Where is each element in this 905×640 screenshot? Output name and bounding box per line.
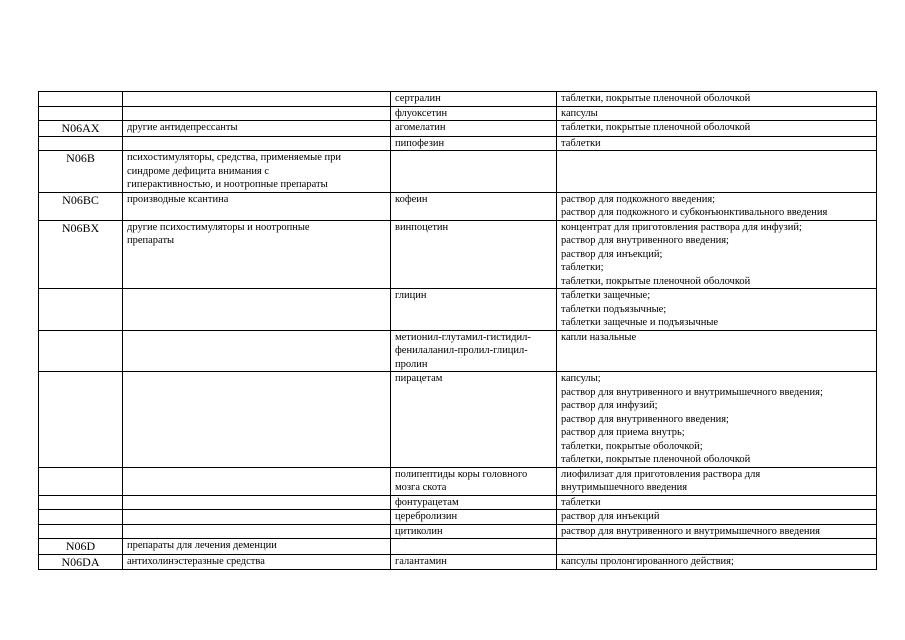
pharmacological-group-cell — [123, 92, 391, 107]
atc-code-cell — [39, 372, 123, 468]
pharmacological-group-cell: психостимуляторы, средства, применяемые при синдроме дефицита внимания с гиперактивностью, и ноотропные препараты — [123, 151, 391, 193]
dosage-forms-cell: капли назальные — [557, 330, 877, 372]
pharmacological-group-cell — [123, 289, 391, 331]
table-row — [39, 136, 877, 151]
table-row — [39, 539, 877, 555]
atc-code-cell — [39, 136, 123, 151]
pharmacological-group-cell — [123, 524, 391, 539]
pharmacological-group-cell — [123, 106, 391, 121]
dosage-forms-cell: капсулы пролонгированного действия; — [557, 554, 877, 570]
dosage-forms-cell: раствор для подкожного введения; раствор для подкожного и субконъюнктивального введения — [557, 192, 877, 220]
table-row — [39, 495, 877, 510]
atc-code-cell — [39, 92, 123, 107]
drug-name-cell: кофеин — [391, 192, 557, 220]
pharmacological-group-cell: антихолинэстеразные средства — [123, 554, 391, 570]
pharmacological-group-cell: другие психостимуляторы и ноотропные препараты — [123, 220, 391, 289]
table-row — [39, 220, 877, 289]
pharmacological-group-cell: другие антидепрессанты — [123, 121, 391, 137]
drug-name-cell: винпоцетин — [391, 220, 557, 289]
atc-code-cell — [39, 510, 123, 525]
atc-code-cell — [39, 330, 123, 372]
table-row — [39, 510, 877, 525]
dosage-forms-cell: таблетки защечные; таблетки подъязычные; таблетки защечные и подъязычные — [557, 289, 877, 331]
drug-name-cell: сертралин — [391, 92, 557, 107]
pharmacological-group-cell — [123, 510, 391, 525]
dosage-forms-cell — [557, 539, 877, 555]
pharmacological-group-cell — [123, 136, 391, 151]
table-row — [39, 92, 877, 107]
atc-code-cell — [39, 106, 123, 121]
dosage-forms-cell: концентрат для приготовления раствора для инфузий; раствор для внутривенного введения; раствор для инъекций; таблетки; таблетки, покрытые пленочной оболочкой — [557, 220, 877, 289]
drug-name-cell: полипептиды коры головного мозга скота — [391, 467, 557, 495]
table-row — [39, 372, 877, 468]
atc-code-cell — [39, 524, 123, 539]
dosage-forms-cell: таблетки — [557, 136, 877, 151]
dosage-forms-cell: лиофилизат для приготовления раствора для внутримышечного введения — [557, 467, 877, 495]
drug-name-cell: галантамин — [391, 554, 557, 570]
table-body — [39, 92, 877, 570]
dosage-forms-cell: раствор для инъекций — [557, 510, 877, 525]
table-row — [39, 554, 877, 570]
drug-name-cell: церебролизин — [391, 510, 557, 525]
drug-name-cell — [391, 539, 557, 555]
table-row — [39, 121, 877, 137]
dosage-forms-cell: таблетки — [557, 495, 877, 510]
drug-name-cell: глицин — [391, 289, 557, 331]
dosage-forms-cell: таблетки, покрытые пленочной оболочкой — [557, 92, 877, 107]
atc-code-cell — [39, 467, 123, 495]
dosage-forms-cell: раствор для внутривенного и внутримышечного введения — [557, 524, 877, 539]
pharmacological-group-cell: препараты для лечения деменции — [123, 539, 391, 555]
table-row — [39, 106, 877, 121]
table-row — [39, 289, 877, 331]
drug-name-cell: пирацетам — [391, 372, 557, 468]
drug-name-cell — [391, 151, 557, 193]
drug-name-cell: агомелатин — [391, 121, 557, 137]
drug-name-cell: фонтурацетам — [391, 495, 557, 510]
drug-name-cell: метионил-глутамил-гистидил- фенилаланил-пролил-глицил- пролин — [391, 330, 557, 372]
drug-name-cell: флуоксетин — [391, 106, 557, 121]
pharmacological-group-cell — [123, 330, 391, 372]
atc-code-cell: N06BX — [39, 220, 123, 289]
table-row — [39, 330, 877, 372]
pharmacological-group-cell — [123, 372, 391, 468]
pharmacological-group-cell — [123, 495, 391, 510]
table-row — [39, 151, 877, 193]
atc-code-cell — [39, 289, 123, 331]
atc-code-cell: N06AX — [39, 121, 123, 137]
atc-code-cell: N06D — [39, 539, 123, 555]
dosage-forms-cell — [557, 151, 877, 193]
dosage-forms-cell: таблетки, покрытые пленочной оболочкой — [557, 121, 877, 137]
table-row — [39, 467, 877, 495]
atc-code-cell: N06B — [39, 151, 123, 193]
atc-code-cell: N06DA — [39, 554, 123, 570]
atc-code-cell: N06BC — [39, 192, 123, 220]
pharmacological-group-cell — [123, 467, 391, 495]
table-row — [39, 524, 877, 539]
pharmacological-group-cell: производные ксантина — [123, 192, 391, 220]
drug-name-cell: пипофезин — [391, 136, 557, 151]
dosage-forms-cell: капсулы; раствор для внутривенного и внутримышечного введения; раствор для инфузий; раствор для внутривенного введения; раствор для приема внутрь; таблетки, покрытые оболочкой; таблетки, покрытые пленочной оболочкой — [557, 372, 877, 468]
atc-code-cell — [39, 495, 123, 510]
drug-classification-table — [38, 91, 877, 570]
drug-name-cell: цитиколин — [391, 524, 557, 539]
table-row — [39, 192, 877, 220]
dosage-forms-cell: капсулы — [557, 106, 877, 121]
